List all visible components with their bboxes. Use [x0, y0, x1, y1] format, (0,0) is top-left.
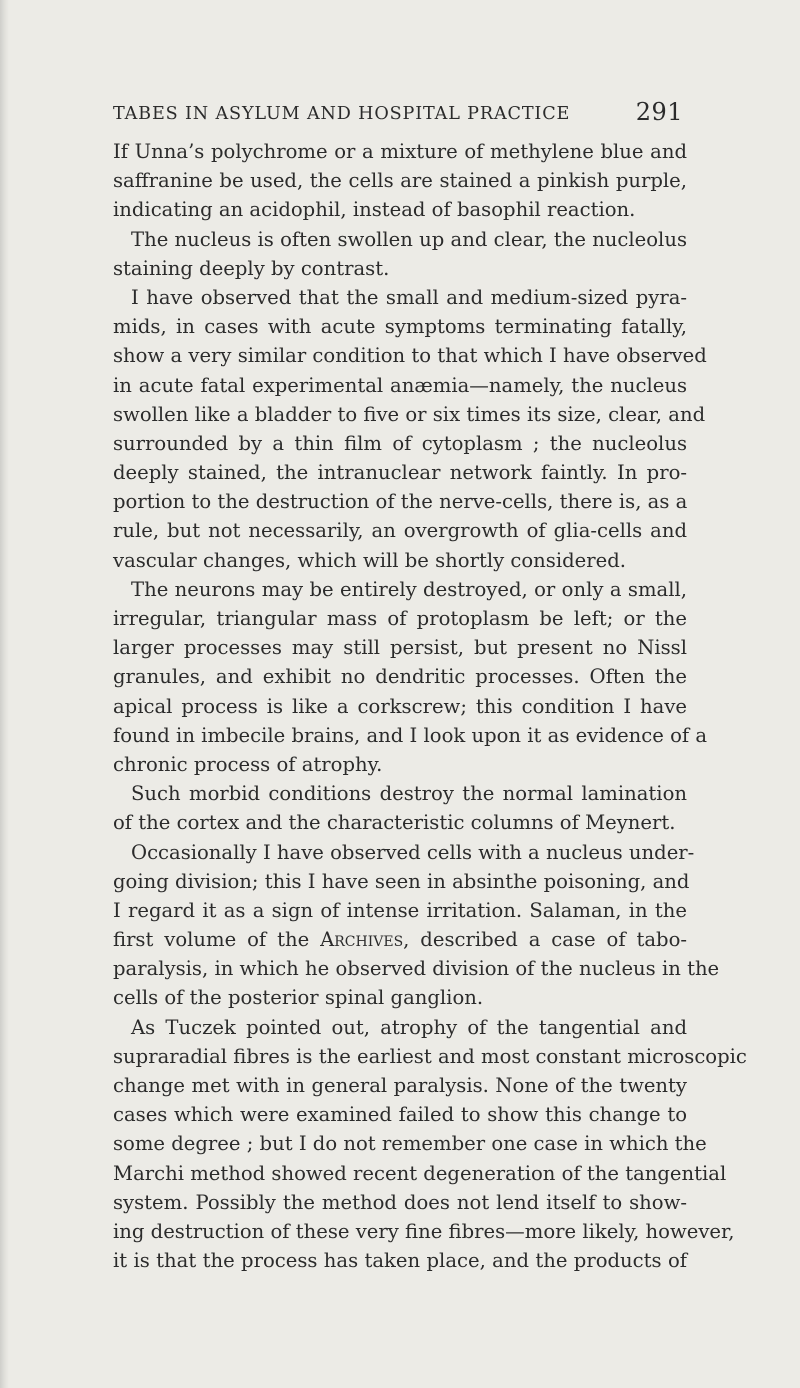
- text-line: change met with in general paralysis. None of the twenty: [113, 1074, 687, 1097]
- text-line: The neurons may be entirely destroyed, or only a small,: [131, 577, 687, 601]
- text-line: swollen like a bladder to five or six times its size, clear, and: [113, 402, 706, 426]
- text-fragment: first volume of the: [113, 928, 310, 952]
- text-fragment: , described a case of tabo-: [403, 928, 687, 952]
- text-line: saffranine be used, the cells are stained a pinkish purple,: [113, 169, 687, 193]
- body-text: [113, 137, 747, 1275]
- text-line: indicating an acidophil, instead of basophil reaction.: [113, 198, 636, 222]
- text-line: larger processes may still persist, but present no Nissl: [113, 636, 687, 660]
- text-line: of the cortex and the characteristic columns of Meynert.: [113, 811, 676, 835]
- text-line: rule, but not necessarily, an overgrowth of glia-cells and: [113, 519, 687, 543]
- page-binding-edge: [0, 0, 9, 1388]
- text-line: If Unna’s polychrome or a mixture of methylene blue and: [113, 140, 687, 163]
- text-line: surrounded by a thin film of cytoplasm ; the nucleolus: [113, 431, 687, 455]
- text-line: portion to the destruction of the nerve-cells, there is, as a: [113, 490, 688, 514]
- text-line: cases which were examined failed to show this change to: [113, 1103, 687, 1127]
- text-line: in acute fatal experimental anæmia—namely, the nucleus: [113, 373, 687, 397]
- text-line: [113, 925, 687, 954]
- running-title: TABES IN ASYLUM AND HOSPITAL PRACTICE: [113, 104, 571, 124]
- text-line: cells of the posterior spinal ganglion.: [113, 986, 484, 1010]
- text-line: supraradial fibres is the earliest and most constant microscopic: [113, 1044, 747, 1068]
- page-header: [113, 96, 683, 128]
- text-line: I have observed that the small and medium-sized pyra-: [131, 285, 687, 309]
- text-line: vascular changes, which will be shortly considered.: [113, 548, 626, 572]
- text-line: Occasionally I have observed cells with a nucleus under-: [131, 840, 695, 864]
- text-line: I regard it as a sign of intense irritation. Salaman, in the: [113, 898, 687, 922]
- text-line: found in imbecile brains, and I look upon it as evidence of a: [113, 723, 708, 747]
- text-line: some degree ; but I do not remember one case in which the: [113, 1132, 707, 1156]
- text-line: granules, and exhibit no dendritic processes. Often the: [113, 665, 687, 689]
- text-line: chronic process of atrophy.: [113, 752, 383, 776]
- journal-title: Archives: [320, 928, 404, 952]
- text-line: show a very similar condition to that which I have observed: [113, 344, 707, 368]
- text-line: going division; this I have seen in absinthe poisoning, and: [113, 869, 690, 893]
- text-line: Marchi method showed recent degeneration of the tangential: [113, 1161, 727, 1185]
- text-line: As Tuczek pointed out, atrophy of the tangential and: [131, 1015, 687, 1039]
- text-line: staining deeply by contrast.: [113, 256, 390, 280]
- text-line: system. Possibly the method does not lend itself to show-: [113, 1190, 687, 1214]
- text-line: irregular, triangular mass of protoplasm be left; or the: [113, 607, 687, 630]
- text-line: ing destruction of these very fine fibres—more likely, however,: [113, 1219, 735, 1243]
- text-line: The nucleus is often swollen up and clear, the nucleolus: [131, 227, 687, 251]
- text-line: apical process is like a corkscrew; this condition I have: [113, 694, 687, 718]
- text-line: paralysis, in which he observed division of the nucleus in the: [113, 957, 720, 981]
- page-number: 291: [635, 98, 683, 126]
- text-line: it is that the process has taken place, and the products of: [113, 1249, 687, 1273]
- text-line: Such morbid conditions destroy the normal lamination: [131, 782, 687, 806]
- text-line: mids, in cases with acute symptoms terminating fatally,: [113, 315, 687, 339]
- text-line: deeply stained, the intranuclear network faintly. In pro-: [113, 461, 687, 485]
